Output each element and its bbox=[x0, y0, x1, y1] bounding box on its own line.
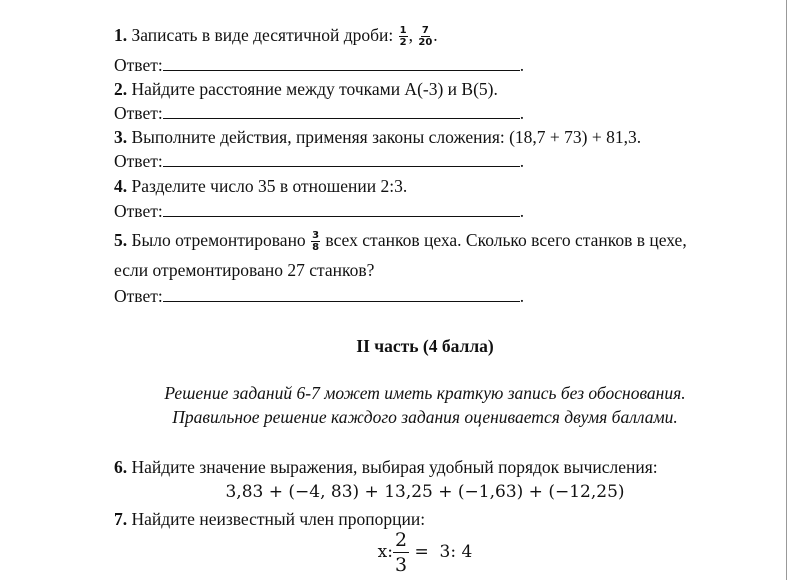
question-5 bbox=[114, 230, 687, 253]
separator: , bbox=[408, 25, 413, 45]
math-expression: 3,83 + (−4, 83) + 13,25 + (−1,63) + (−12,25) bbox=[225, 482, 625, 502]
answer-line-1[interactable] bbox=[114, 55, 524, 75]
period: . bbox=[519, 201, 525, 221]
denominator: 3 bbox=[395, 554, 408, 576]
denominator: 8 bbox=[312, 242, 320, 254]
answer-label: Ответ: bbox=[114, 151, 163, 171]
q-number: 2. bbox=[114, 79, 128, 99]
numerator: 7 bbox=[421, 25, 429, 37]
answer-blank[interactable] bbox=[163, 56, 520, 71]
lhs: x: bbox=[377, 542, 393, 562]
q-text: Было отремонтировано bbox=[131, 230, 306, 250]
fraction bbox=[311, 230, 320, 253]
answer-line-4[interactable] bbox=[114, 201, 524, 221]
q-text: Найдите расстояние между точками А(-3) и В(5). bbox=[131, 79, 498, 99]
period: . bbox=[519, 151, 525, 171]
denominator: 20 bbox=[418, 37, 433, 49]
section-note: Правильное решение каждого задания оценивается двумя баллами. bbox=[172, 407, 678, 427]
answer-blank[interactable] bbox=[163, 152, 520, 167]
numerator: 1 bbox=[399, 25, 407, 37]
answer-line-5[interactable] bbox=[114, 286, 524, 306]
q-text: Записать в виде десятичной дроби: bbox=[131, 25, 394, 45]
q-text: всех станков цеха. Сколько всего станков в цехе, bbox=[325, 230, 687, 250]
proportion-expression bbox=[0, 528, 795, 577]
answer-line-3[interactable] bbox=[114, 151, 524, 171]
period: . bbox=[433, 25, 438, 45]
answer-blank[interactable] bbox=[163, 287, 520, 302]
q-text: Разделите число 35 в отношении 2:3. bbox=[131, 176, 408, 196]
q-number: 7. bbox=[114, 509, 128, 529]
rhs: = 3: 4 bbox=[409, 542, 473, 562]
period: . bbox=[519, 286, 525, 306]
question-3 bbox=[114, 127, 641, 147]
q-text: Найдите значение выражения, выбирая удобный порядок вычисления: bbox=[131, 457, 658, 477]
q-text: Выполните действия, применяя законы сложения: (18,7 + 73) + 81,3. bbox=[131, 127, 642, 147]
answer-label: Ответ: bbox=[114, 201, 163, 221]
q-text: Найдите неизвестный член пропорции: bbox=[131, 509, 426, 529]
answer-label: Ответ: bbox=[114, 103, 163, 123]
q-number: 5. bbox=[114, 230, 128, 250]
answer-label: Ответ: bbox=[114, 55, 163, 75]
numerator: 3 bbox=[312, 230, 320, 242]
q-number: 4. bbox=[114, 176, 128, 196]
question-1 bbox=[114, 25, 438, 48]
answer-blank[interactable] bbox=[163, 104, 520, 119]
fraction bbox=[399, 25, 408, 48]
q-number: 6. bbox=[114, 457, 128, 477]
numerator: 2 bbox=[395, 529, 408, 551]
period: . bbox=[519, 55, 525, 75]
q-number: 1. bbox=[114, 25, 128, 45]
fraction bbox=[418, 25, 432, 48]
q-number: 3. bbox=[114, 127, 128, 147]
answer-label: Ответ: bbox=[114, 286, 163, 306]
question-2 bbox=[114, 79, 498, 99]
section-heading: II часть (4 балла) bbox=[356, 336, 494, 356]
question-5-line2: если отремонтировано 27 станков? bbox=[114, 260, 375, 280]
denominator: 2 bbox=[399, 37, 407, 49]
question-6 bbox=[114, 457, 658, 477]
answer-blank[interactable] bbox=[163, 202, 520, 217]
answer-line-2[interactable] bbox=[114, 103, 524, 123]
section-note: Решение заданий 6-7 может иметь краткую запись без обоснования. bbox=[164, 383, 686, 403]
fraction bbox=[393, 528, 409, 577]
period: . bbox=[519, 103, 525, 123]
question-7 bbox=[114, 509, 425, 529]
question-4 bbox=[114, 176, 407, 196]
